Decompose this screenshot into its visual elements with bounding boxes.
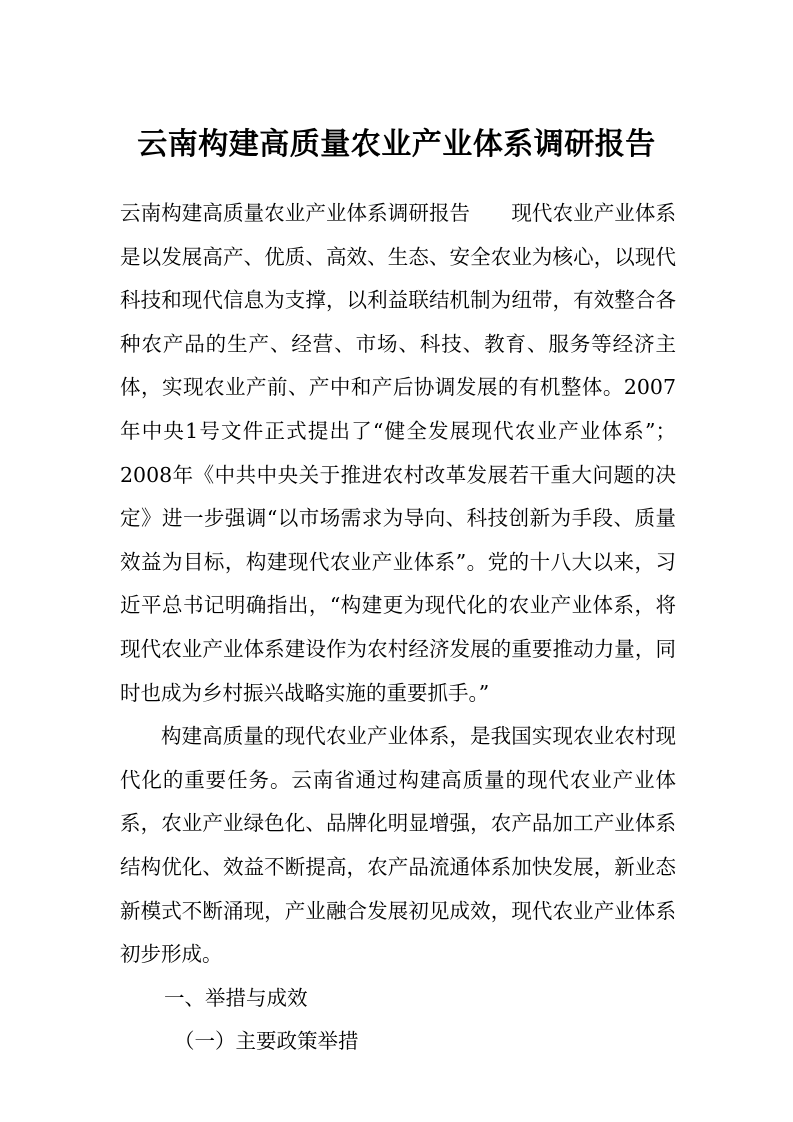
document-title: 云南构建高质量农业产业体系调研报告	[137, 127, 656, 162]
paragraph-summary: 构建高质量的现代农业产业体系，是我国实现农业农村现代化的重要任务。云南省通过构建高质量的现代农业产业体系，农业产业绿色化、品牌化明显增强，农产品加工产业体系结构优化、效益不断提高，农产品流通体系加快发展，新业态新模式不断涌现，产业融合发展初见成效，现代农业产业体系初步形成。	[120, 724, 676, 967]
section-heading: 一、举措与成效	[164, 985, 308, 1010]
subsection-heading: （一）主要政策举措	[174, 1029, 359, 1054]
paragraph-intro: 云南构建高质量农业产业体系调研报告 现代农业产业体系是以发展高产、优质、高效、生态、安全农业为核心，以现代科技和现代信息为支撑，以利益联结机制为纽带，有效整合各种农产品的生产、经营、市场、科技、教育、服务等经济主体，实现农业产前、产中和产后协调发展的有机整体。2007年中央1号文件正式提出了“健全发展现代农业产业体系”；2008年《中共中央关于推进农村改革发展若干重大问题的决定》进一步强调“以市场需求为导向、科技创新为手段、质量效益为目标，构建现代农业产业体系”。党的十八大以来，习近平总书记明确指出，“构建更为现代化的农业产业体系，将现代农业产业体系建设作为农村经济发展的重要推动力量，同时也成为乡村振兴战略实施的重要抓手。”	[120, 201, 676, 705]
document-body	[120, 192, 676, 1064]
